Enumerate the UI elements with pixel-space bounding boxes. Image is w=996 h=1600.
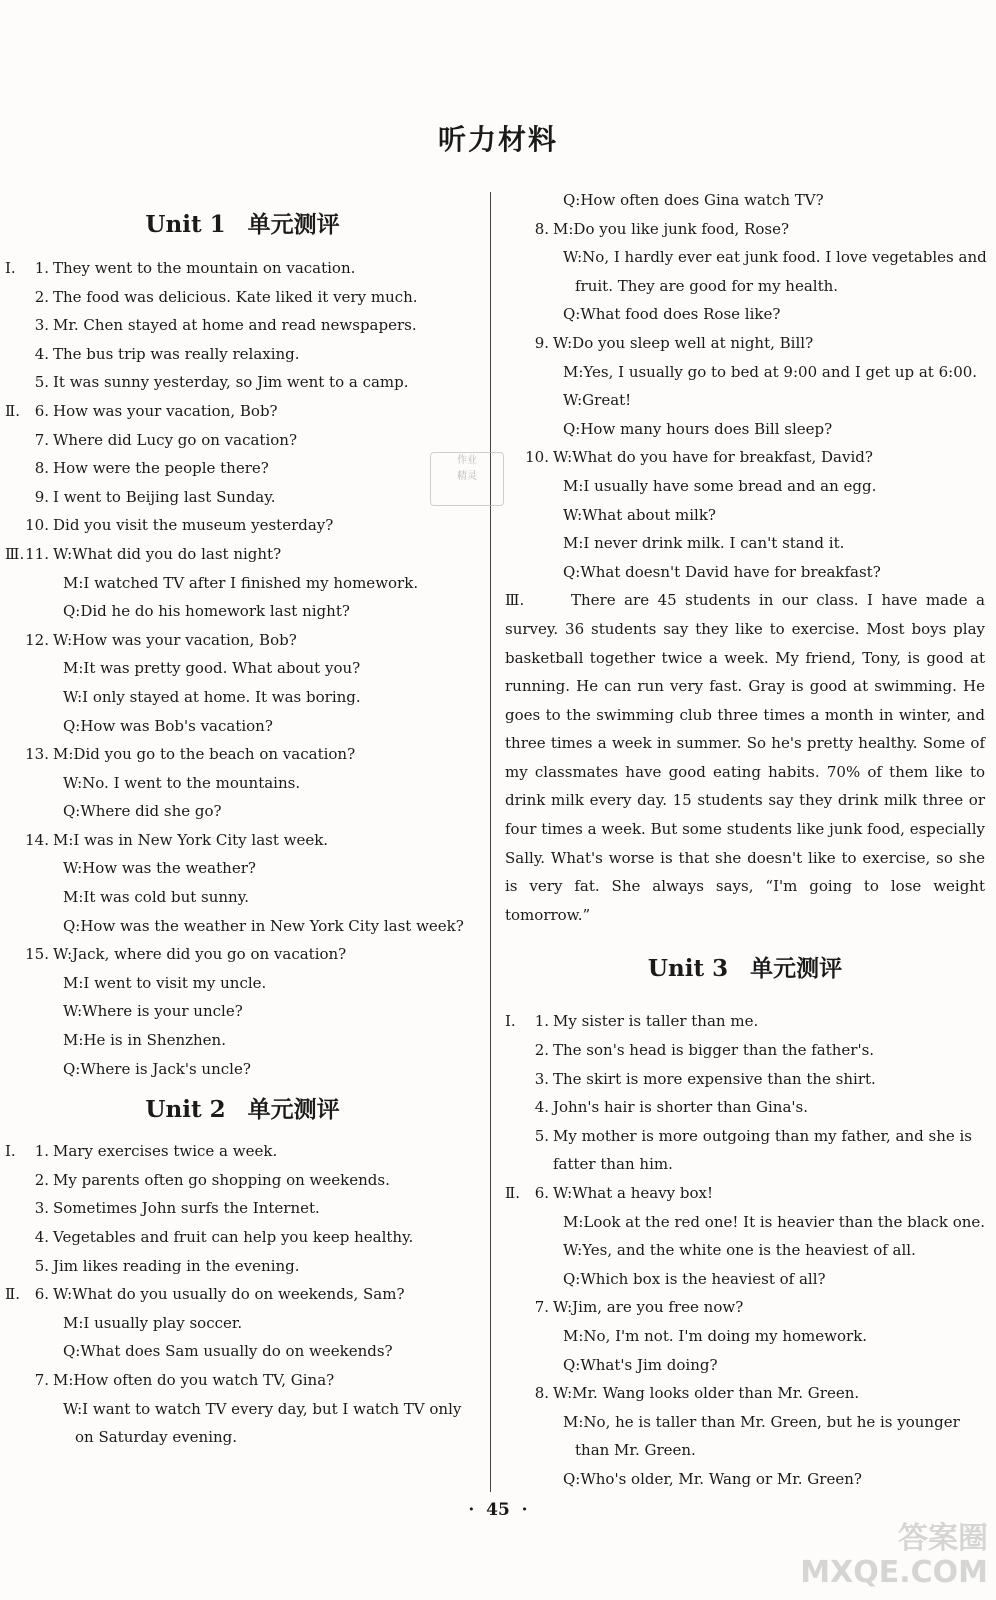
dialogue-line: Q:How was the weather in New York City last week? bbox=[63, 916, 464, 935]
section-label: Ⅱ. bbox=[505, 1184, 520, 1202]
dialogue-line: Q:What does Sam usually do on weekends? bbox=[63, 1342, 393, 1361]
column-divider bbox=[490, 192, 491, 1492]
text-line bbox=[505, 300, 985, 329]
text-line bbox=[505, 1093, 985, 1122]
text-line bbox=[5, 912, 480, 941]
dialogue-line: Q:Where did she go? bbox=[63, 802, 222, 821]
text-line bbox=[5, 1366, 480, 1395]
dialogue-line: W:Yes, and the white one is the heaviest of all. bbox=[563, 1241, 916, 1260]
text-line bbox=[5, 712, 480, 741]
text-line bbox=[5, 454, 480, 483]
text-line bbox=[505, 1465, 985, 1494]
text-line bbox=[5, 254, 480, 283]
item-text: W:Jack, where did you go on vacation? bbox=[53, 945, 347, 964]
item-number: 2. bbox=[34, 287, 49, 306]
text-line bbox=[505, 329, 985, 358]
dialogue-line: M:No, I'm not. I'm doing my homework. bbox=[563, 1326, 868, 1345]
text-line bbox=[5, 1395, 480, 1424]
item-text: Did you visit the museum yesterday? bbox=[53, 516, 334, 535]
unit-subtitle: 单元测评 bbox=[247, 1096, 340, 1124]
item-text: Jim likes reading in the evening. bbox=[53, 1256, 300, 1275]
dialogue-line: M:He is in Shenzhen. bbox=[63, 1031, 226, 1050]
text-line bbox=[5, 654, 480, 683]
unit-title: Unit 2 bbox=[145, 1096, 226, 1124]
continued-line: on Saturday evening. bbox=[75, 1428, 238, 1447]
text-line bbox=[505, 1150, 985, 1179]
text-line bbox=[505, 1065, 985, 1094]
item-text: W:What a heavy box! bbox=[553, 1184, 714, 1202]
text-line bbox=[505, 472, 985, 501]
dialogue-line: Q:Which box is the heaviest of all? bbox=[563, 1269, 826, 1288]
text-line bbox=[505, 558, 985, 587]
item-number: 1. bbox=[34, 259, 49, 277]
dialogue-line: M:I watched TV after I finished my homework. bbox=[63, 573, 419, 592]
item-text: W:Jim, are you free now? bbox=[553, 1298, 744, 1317]
dialogue-line: Q:How was Bob's vacation? bbox=[63, 716, 273, 735]
text-line bbox=[505, 243, 985, 272]
item-number: 3. bbox=[34, 1199, 49, 1218]
text-line bbox=[5, 1223, 480, 1252]
item-number: 7. bbox=[34, 1370, 49, 1389]
item-text: W:What do you usually do on weekends, Sam? bbox=[53, 1285, 405, 1304]
page-number: · 45 · bbox=[468, 1500, 528, 1520]
item-text: John's hair is shorter than Gina's. bbox=[553, 1098, 808, 1117]
dialogue-line: Q:What doesn't David have for breakfast? bbox=[563, 562, 881, 581]
unit-title: Unit 3 bbox=[647, 955, 729, 983]
item-text: M:How often do you watch TV, Gina? bbox=[53, 1370, 335, 1389]
unit-3-lines bbox=[505, 1007, 985, 1493]
dialogue-line: Q:Did he do his homework last night? bbox=[63, 602, 350, 621]
section-label: Ⅱ. bbox=[5, 401, 20, 420]
unit-2-heading bbox=[5, 1083, 480, 1137]
item-text: The son's head is bigger than the father's. bbox=[553, 1041, 875, 1060]
text-line bbox=[5, 969, 480, 998]
text-line bbox=[5, 311, 480, 340]
text-line bbox=[5, 1309, 480, 1338]
text-line bbox=[5, 569, 480, 598]
item-text: My sister is taller than me. bbox=[553, 1012, 759, 1031]
text-line bbox=[505, 386, 985, 415]
text-line bbox=[505, 1351, 985, 1380]
dialogue-line: M:I went to visit my uncle. bbox=[63, 973, 267, 992]
text-line bbox=[505, 1322, 985, 1351]
item-number: 7. bbox=[34, 430, 49, 449]
item-text: M:I was in New York City last week. bbox=[53, 830, 329, 849]
item-number: 9. bbox=[34, 487, 49, 506]
item-text: The food was delicious. Kate liked it very much. bbox=[53, 287, 418, 306]
unit-subtitle: 单元测评 bbox=[247, 211, 340, 238]
item-text: It was sunny yesterday, so Jim went to a camp. bbox=[53, 373, 409, 392]
item-text: W:Mr. Wang looks older than Mr. Green. bbox=[553, 1384, 860, 1403]
item-text: They went to the mountain on vacation. bbox=[53, 259, 356, 277]
text-line bbox=[5, 854, 480, 883]
text-line bbox=[5, 426, 480, 455]
text-line bbox=[5, 940, 480, 969]
item-number: 2. bbox=[534, 1041, 549, 1060]
section-label: Ⅰ. bbox=[5, 259, 16, 277]
item-text: Where did Lucy go on vacation? bbox=[53, 430, 297, 449]
item-number: 2. bbox=[34, 1170, 49, 1189]
item-number: 8. bbox=[534, 219, 549, 238]
section-label: Ⅲ. bbox=[5, 544, 25, 563]
item-number: 12. bbox=[25, 630, 49, 649]
dialogue-line: Q:What's Jim doing? bbox=[563, 1355, 718, 1374]
item-text: My mother is more outgoing than my father, and she is bbox=[553, 1126, 972, 1145]
item-text: M:Did you go to the beach on vacation? bbox=[53, 745, 356, 764]
item-number: 10. bbox=[25, 516, 49, 535]
passage-first-line bbox=[505, 586, 985, 929]
item-text: How was your vacation, Bob? bbox=[53, 401, 278, 420]
section-label: Ⅲ. bbox=[505, 591, 525, 610]
page-title: 听力材料 bbox=[437, 123, 558, 156]
right-column bbox=[505, 186, 985, 1494]
text-line bbox=[5, 483, 480, 512]
text-line bbox=[505, 501, 985, 530]
text-line bbox=[5, 1280, 480, 1309]
dialogue-line: Q:How many hours does Bill sleep? bbox=[563, 419, 833, 438]
text-line bbox=[5, 1026, 480, 1055]
text-line bbox=[5, 626, 480, 655]
item-number: 6. bbox=[34, 1285, 49, 1304]
text-line bbox=[5, 797, 480, 826]
text-line bbox=[505, 1007, 985, 1036]
text-line bbox=[5, 769, 480, 798]
text-line bbox=[5, 540, 480, 569]
item-number: 8. bbox=[534, 1384, 549, 1403]
item-text: Sometimes John surfs the Internet. bbox=[53, 1199, 320, 1218]
dialogue-line: M:Look at the red one! It is heavier than the black one. bbox=[563, 1212, 986, 1231]
continued-line: than Mr. Green. bbox=[575, 1441, 696, 1460]
text-line bbox=[5, 826, 480, 855]
item-text: W:What did you do last night? bbox=[53, 544, 282, 563]
continued-line: fatter than him. bbox=[553, 1155, 673, 1174]
unit-2-continued-lines bbox=[505, 186, 985, 586]
text-line bbox=[505, 1379, 985, 1408]
text-line bbox=[505, 1236, 985, 1265]
text-line bbox=[5, 883, 480, 912]
item-text: My parents often go shopping on weekends. bbox=[53, 1170, 390, 1189]
text-line bbox=[505, 1436, 985, 1465]
text-line bbox=[5, 1252, 480, 1281]
item-text: The bus trip was really relaxing. bbox=[53, 344, 300, 363]
text-line bbox=[505, 443, 985, 472]
text-line bbox=[5, 597, 480, 626]
item-number: 8. bbox=[34, 459, 49, 478]
text-line bbox=[5, 397, 480, 426]
dialogue-line: W:Great! bbox=[563, 391, 632, 410]
text-line bbox=[505, 186, 985, 215]
text-line bbox=[5, 1337, 480, 1366]
text-line bbox=[505, 415, 985, 444]
dialogue-line: W:I want to watch TV every day, but I watch TV only bbox=[63, 1399, 462, 1418]
listening-passage: There are 45 students in our class. I have made a survey. 36 students say they like to exercise. Most boys play basketball together twice a week. My friend, Tony, is good at running. He can run very fast. Gray is good at swimming. He goes to the swimming club three times a month in winter, and three times a week in summer. So he's pretty healthy. Some of my classmates have good eating habits. 70% of them like to drink milk every day. 15 students say they drink milk three or four times a week. But some students like junk food, especially Sally. What's worse is that she doesn't like to exercise, so she is very fat. She always says, “I'm going to lose weight tomorrow.” bbox=[505, 591, 985, 924]
item-number: 3. bbox=[34, 316, 49, 335]
item-number: 5. bbox=[34, 1256, 49, 1275]
continued-line: fruit. They are good for my health. bbox=[575, 276, 839, 295]
text-line bbox=[5, 340, 480, 369]
item-text: I went to Beijing last Sunday. bbox=[53, 487, 276, 506]
item-text: Mary exercises twice a week. bbox=[53, 1142, 278, 1161]
left-column bbox=[5, 186, 480, 1452]
dialogue-line: M:No, he is taller than Mr. Green, but he is younger bbox=[563, 1412, 960, 1431]
text-line bbox=[5, 1055, 480, 1084]
item-number: 4. bbox=[34, 1228, 49, 1246]
text-line bbox=[505, 1122, 985, 1151]
dialogue-line: M:I usually play soccer. bbox=[63, 1313, 243, 1332]
section-label: Ⅱ. bbox=[5, 1285, 20, 1304]
dialogue-line: Q:Who's older, Mr. Wang or Mr. Green? bbox=[563, 1469, 862, 1488]
dialogue-line: M:It was cold but sunny. bbox=[63, 888, 249, 907]
text-line bbox=[5, 740, 480, 769]
item-text: Mr. Chen stayed at home and read newspapers. bbox=[53, 316, 417, 335]
unit-title: Unit 1 bbox=[145, 211, 226, 238]
text-line bbox=[505, 272, 985, 301]
text-line bbox=[5, 683, 480, 712]
item-text: W:How was your vacation, Bob? bbox=[53, 630, 297, 649]
dialogue-line: W:Where is your uncle? bbox=[63, 1002, 243, 1021]
item-number: 6. bbox=[534, 1184, 549, 1202]
item-text: The skirt is more expensive than the shirt. bbox=[553, 1069, 876, 1088]
unit-1-heading bbox=[5, 200, 480, 250]
text-line bbox=[5, 997, 480, 1026]
item-number: 10. bbox=[525, 448, 549, 467]
text-line bbox=[505, 1293, 985, 1322]
section-label: Ⅰ. bbox=[505, 1012, 516, 1031]
text-line bbox=[5, 368, 480, 397]
item-number: 4. bbox=[34, 344, 49, 363]
text-line bbox=[5, 1137, 480, 1166]
item-number: 11. bbox=[25, 544, 49, 563]
item-number: 3. bbox=[534, 1069, 549, 1088]
text-line bbox=[505, 1265, 985, 1294]
dialogue-line: W:No, I hardly ever eat junk food. I love vegetables and bbox=[563, 248, 987, 267]
text-line bbox=[505, 1408, 985, 1437]
item-number: 6. bbox=[34, 401, 49, 420]
stamp-logo: 作业 精灵 bbox=[430, 452, 504, 506]
text-line bbox=[505, 358, 985, 387]
item-number: 5. bbox=[34, 373, 49, 392]
item-number: 9. bbox=[534, 333, 549, 352]
dialogue-line: M:It was pretty good. What about you? bbox=[63, 659, 361, 678]
item-text: How were the people there? bbox=[53, 459, 269, 478]
text-line bbox=[5, 1423, 480, 1452]
text-line bbox=[505, 215, 985, 244]
text-line bbox=[5, 1194, 480, 1223]
item-text: M:Do you like junk food, Rose? bbox=[553, 219, 790, 238]
text-line bbox=[505, 1036, 985, 1065]
section-label: Ⅰ. bbox=[5, 1142, 16, 1161]
dialogue-line: W:No. I went to the mountains. bbox=[63, 773, 301, 792]
item-number: 1. bbox=[34, 1142, 49, 1161]
item-number: 7. bbox=[534, 1298, 549, 1317]
item-text: Vegetables and fruit can help you keep healthy. bbox=[53, 1228, 414, 1246]
dialogue-line: W:What about milk? bbox=[563, 505, 716, 524]
text-line bbox=[5, 511, 480, 540]
text-line bbox=[505, 1179, 985, 1208]
dialogue-line: M:I never drink milk. I can't stand it. bbox=[563, 534, 845, 553]
dialogue-line: M:I usually have some bread and an egg. bbox=[563, 476, 877, 495]
item-number: 13. bbox=[25, 745, 49, 764]
text-line bbox=[5, 283, 480, 312]
text-line bbox=[5, 1166, 480, 1195]
unit-subtitle: 单元测评 bbox=[750, 955, 843, 983]
unit-1-lines bbox=[5, 254, 480, 1083]
item-number: 15. bbox=[25, 945, 49, 964]
item-number: 4. bbox=[534, 1098, 549, 1117]
item-number: 5. bbox=[534, 1126, 549, 1145]
item-text: W:What do you have for breakfast, David? bbox=[553, 448, 873, 467]
dialogue-line: Q:What food does Rose like? bbox=[563, 305, 781, 324]
dialogue-line: Q:Where is Jack's uncle? bbox=[63, 1059, 251, 1078]
dialogue-line: M:Yes, I usually go to bed at 9:00 and I get up at 6:00. bbox=[563, 362, 978, 381]
text-line bbox=[505, 1208, 985, 1237]
item-text: W:Do you sleep well at night, Bill? bbox=[553, 333, 814, 352]
item-number: 1. bbox=[534, 1012, 549, 1031]
dialogue-line: W:I only stayed at home. It was boring. bbox=[63, 687, 361, 706]
item-number: 14. bbox=[25, 830, 49, 849]
dialogue-line: W:How was the weather? bbox=[63, 859, 256, 878]
text-line bbox=[505, 529, 985, 558]
unit-2-lines bbox=[5, 1137, 480, 1452]
dialogue-line: Q:How often does Gina watch TV? bbox=[563, 191, 824, 209]
watermark-logo: 答案圈 MXQE.COM bbox=[800, 1521, 988, 1590]
unit-3-heading bbox=[505, 941, 985, 997]
